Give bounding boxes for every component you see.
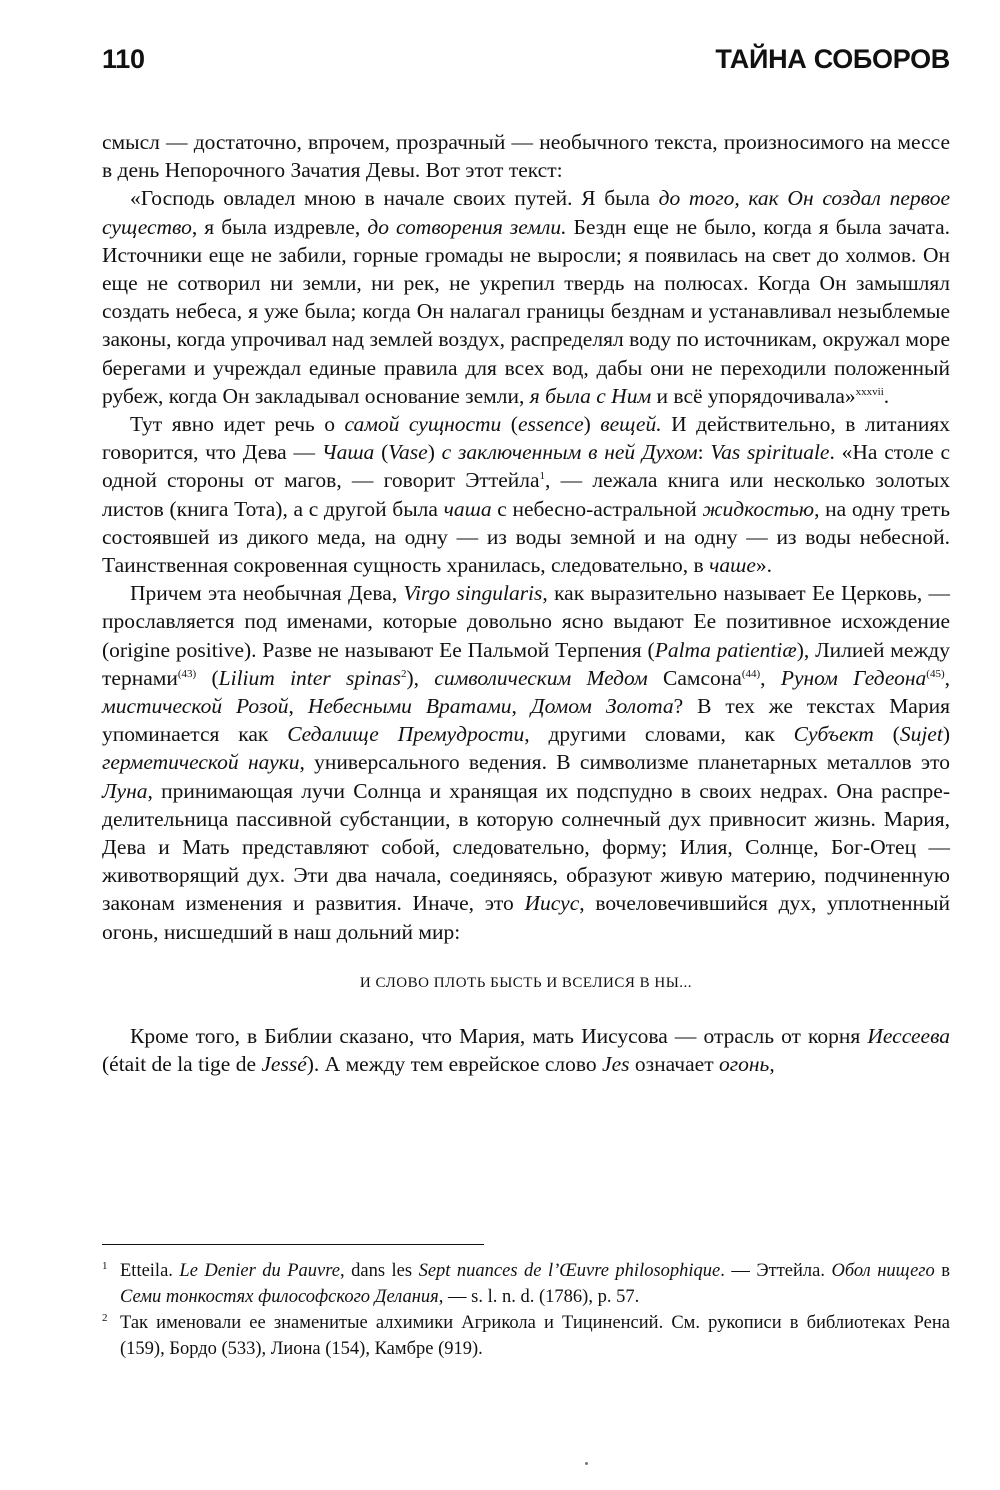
- note-ref: (45): [926, 667, 945, 680]
- text-run: , я была издревле,: [191, 214, 368, 239]
- text-run: ): [427, 440, 442, 465]
- italic-run: Небесными Вратами: [307, 694, 512, 719]
- italic-run: Lilium inter spinas: [218, 665, 401, 690]
- italic-run: Домом Золота: [530, 694, 674, 719]
- text-run: . «На столе с одной стороны от магов, — говорит Эттейла: [102, 440, 950, 493]
- paragraph-1: [102, 128, 950, 184]
- italic-run: до сотворения земли.: [367, 214, 567, 239]
- text-run: (était de la tige de: [102, 1052, 262, 1077]
- text-run: , другими словами, как: [524, 722, 794, 747]
- italic-run: герметической науки: [102, 750, 300, 775]
- italic-run: мистической Розой: [102, 694, 289, 719]
- italic-run: Vas spirituale: [710, 440, 830, 465]
- text-run: Бездн еще не было, когда я была зачата. Источники еще не забили, горные громады не выросли; я появилась на свет до холмов. Он еще не сотворил ни земли, ни рек, не укрепил твердь на полюсах. Когда Он замышлял создать небеса, я уже была; когда Он налагал границы безднам и устанавливал незыблемые законы, когда упрочивал над землей воздух, распределял воду по источникам, окружал море берегами и учреждал единые правила для всех вод, дабы они не переходили положенный рубеж, когда Он закладывал основание земли,: [102, 214, 951, 408]
- text-run: .: [883, 383, 890, 408]
- text-run: Так именовали ее знаменитые алхимики Агрикола и Тициненсий. См. рукописи в библиотеках Рена (159), Бордо (533), Лиона (154), Камбре (919).: [120, 1313, 950, 1359]
- scan-speck: [585, 1462, 588, 1465]
- italic-run: жидкостью: [702, 496, 815, 521]
- text-run: и всё упорядочивала»: [651, 383, 856, 408]
- text-run: Кроме того, в Библии сказано, что Мария, мать Иисусова — отрасль от корня: [130, 1023, 868, 1048]
- italic-run: чаша: [443, 496, 492, 521]
- italic-run: Чаша: [321, 440, 375, 465]
- text-run: ): [583, 412, 601, 437]
- italic-run: Jessé: [261, 1052, 307, 1077]
- footnotes: [102, 1258, 950, 1362]
- text-run: , на одну треть состоявшей из дикого меда, на одну — из воды земной и на одну — из воды небесной. Таинственная сокровенная сущность хранилась, следовательно, в: [102, 496, 951, 578]
- text-run: ».: [755, 553, 772, 578]
- paragraph-4: [102, 579, 950, 946]
- paragraph-2: [102, 184, 950, 410]
- text-run: «Господь овладел мною в начале своих путей. Я была: [130, 186, 659, 211]
- italic-run: Иисус: [524, 891, 580, 916]
- note-ref: (43): [177, 667, 197, 680]
- text-run: (: [501, 412, 518, 437]
- text-run: ,: [511, 694, 531, 719]
- italic-run: самой сущности: [344, 412, 502, 437]
- footnote-1: 1 Etteila. Le Denier du Pauvre, dans les Sept nuances de l’Œuvre philosophique. — Эттейла. Обол нищего в Семи тонкостях философского Делания, — s. l. n. d. (1786), p. 57.: [102, 1260, 950, 1307]
- text-run: , универсального ведения. В символизме планетарных металлов это: [299, 750, 950, 775]
- text-run: ? В тех же текстах Мария упоминается как: [102, 694, 950, 747]
- footnote-text: [120, 1313, 950, 1359]
- text-run: , как выразительно называет Ее Церковь, — прославляется под именами, которые довольно ясно выдают Ее позитивное исхождение (origine positive). Разве не называют Ее Пальмой Терпения (: [102, 581, 950, 662]
- italic-run: до того, как Он создал первое существо: [102, 186, 950, 239]
- main-text: [102, 128, 950, 1078]
- italic-run: Vase: [388, 440, 428, 465]
- italic-run: я была с Ним: [529, 383, 652, 408]
- footnote-2: 2 Так именовали ее знаменитые алхимики Агрикола и Тициненсий. См. рукописи в библиотеках Рена (159), Бордо (533), Лиона (154), Камбре (919).: [102, 1312, 950, 1359]
- text-run: , вочеловечившийся дух, уплотненный огонь, нисшедший в наш дольний мир:: [102, 891, 950, 944]
- italic-run: Le Denier du Pauvre: [179, 1261, 340, 1281]
- italic-run: вещей.: [600, 412, 662, 437]
- page-number: 110: [102, 44, 145, 74]
- text-run: :: [697, 440, 711, 465]
- text-run: Тут явно идет речь о: [130, 412, 345, 437]
- text-run: Причем эта необычная Дева,: [130, 581, 404, 606]
- italic-run: essence: [517, 412, 584, 437]
- note-ref: 2: [400, 667, 407, 680]
- running-title: ТАЙНА СОБОРОВ: [715, 44, 950, 74]
- text-run: , принимающая лучи Солнца и хранящая их подспудно в своих недрах. Она распределительница пассивной субстанции, в которую солнечный дух привносит жизнь. Мария, Дева и Мать представляют собой, следовательно, форму; Илия, Солнце, Бог-Отец — животворящий дух. Эти два начала, соединяясь, образуют живую материю, подчиненную законам изменения и развития. Иначе, это: [102, 778, 950, 916]
- text-run: (: [196, 665, 219, 690]
- italic-run: Иессеева: [867, 1023, 950, 1048]
- italic-run: Руном Гедеона: [780, 665, 927, 690]
- epigraph: И СЛОВО ПЛОТЬ БЫСТЬ И ВСЕЛИСЯ В НЫ...: [359, 974, 693, 991]
- text-run: означает: [629, 1052, 719, 1077]
- italic-run: Седалище Премудрости: [287, 722, 525, 747]
- footnote-rule: [102, 1244, 484, 1245]
- text-run: ,: [760, 665, 781, 690]
- note-ref: 1: [539, 470, 546, 483]
- text-run: ): [942, 722, 950, 747]
- text-run: смысл — достаточно, впрочем, прозрачный — необычного текста, произносимого на мессе в день Непорочного Зачатия Девы. Вот этот текст:: [102, 130, 950, 183]
- italic-run: Virgo singularis: [403, 581, 543, 606]
- text-run: ). А между тем еврейское слово: [306, 1052, 603, 1077]
- text-run: ,: [944, 665, 950, 690]
- text-run: , — лежала книга или несколько золотых листов (книга Тота), а с другой была: [102, 468, 950, 521]
- italic-run: огонь: [718, 1052, 770, 1077]
- text-run: в: [934, 1261, 950, 1281]
- paragraph-5: [102, 1022, 950, 1078]
- italic-run: Субъект: [793, 722, 874, 747]
- note-ref: (44): [741, 667, 761, 680]
- text-run: , dans les: [340, 1261, 419, 1281]
- italic-run: Sujet: [899, 722, 943, 747]
- italic-run: Sept nuances de l’Œuvre philosophique: [418, 1261, 721, 1281]
- text-run: И действительно, в литаниях говорится, что Дева —: [102, 412, 950, 465]
- text-run: Самсона: [647, 665, 742, 690]
- text-run: . — Эттейла.: [720, 1261, 832, 1281]
- text-run: (: [873, 722, 900, 747]
- paragraph-3: [102, 410, 950, 579]
- running-head: [102, 44, 950, 88]
- text-run: ), Лилией между тернами: [102, 637, 950, 690]
- italic-run: Луна: [102, 778, 148, 803]
- text-run: ,: [769, 1052, 775, 1077]
- text-run: с небесно-астральной: [491, 496, 703, 521]
- italic-run: Семи тонкостях философского Делания: [120, 1287, 439, 1307]
- text-run: (: [374, 440, 389, 465]
- italic-run: Palma patientiæ: [654, 637, 797, 662]
- text-run: , — s. l. n. d. (1786), p. 57.: [438, 1287, 640, 1307]
- text-run: Etteila.: [120, 1261, 180, 1281]
- italic-run: с заключенным в ней Духом: [441, 440, 698, 465]
- text-run: ,: [288, 694, 308, 719]
- footnote-text: [120, 1261, 950, 1307]
- text-run: ),: [406, 665, 435, 690]
- italic-run: символическим Медом: [434, 665, 648, 690]
- italic-run: чаше: [709, 553, 756, 578]
- italic-run: Обол нищего: [831, 1261, 935, 1281]
- italic-run: Jes: [602, 1052, 630, 1077]
- note-ref: xxxvii: [855, 385, 884, 398]
